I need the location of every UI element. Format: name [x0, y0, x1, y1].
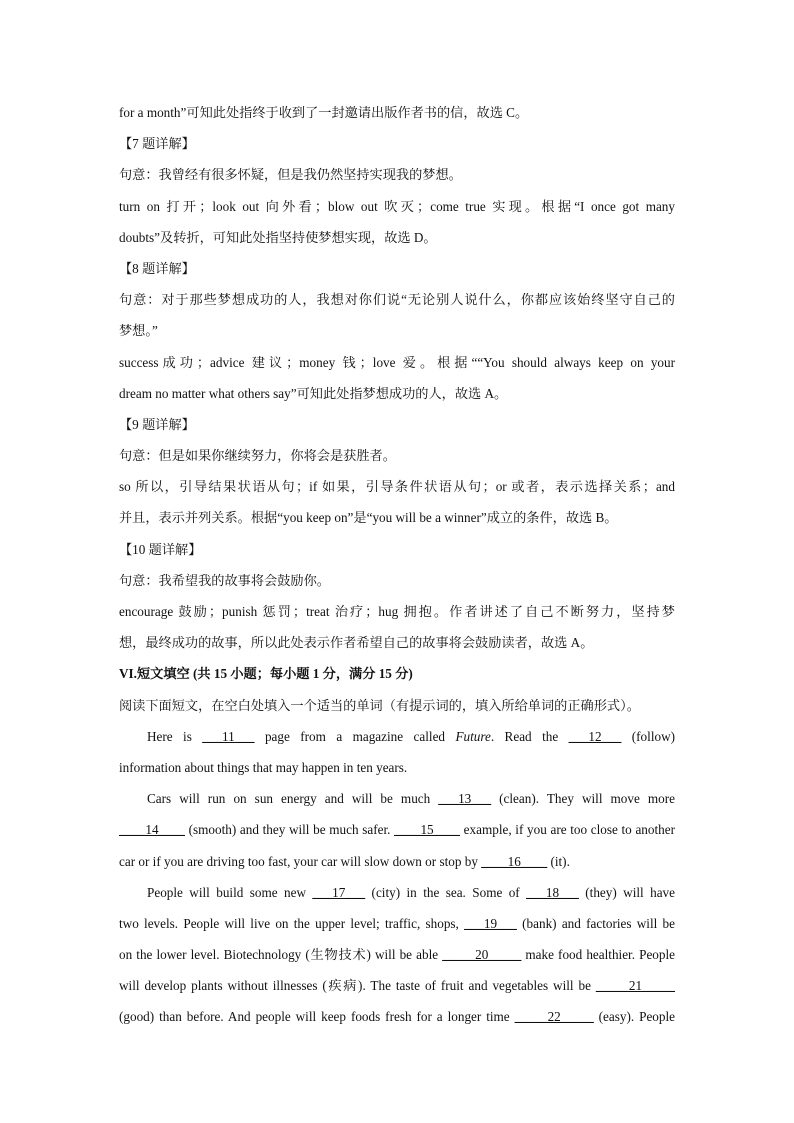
passage-text: on the lower level. Biotechnology (生物技术) will be able	[119, 947, 443, 963]
passage-line	[119, 721, 675, 752]
passage-text: (follow)	[621, 728, 675, 744]
passage-text: (bank) and factories will be	[516, 915, 675, 931]
passage-text: (easy). People	[593, 1009, 675, 1025]
text-line: 句意：我希望我的故事将会鼓励你。	[119, 572, 330, 588]
text-line: for a month”可知此处指终于收到了一封邀请出版作者书的信，故选 C。	[119, 105, 529, 120]
passage-text: (it).	[547, 853, 570, 869]
instructions: 阅读下面短文，在空白处填入一个适当的单词（有提示词的，填入所给单词的正确形式）。	[119, 697, 640, 713]
passage-text: People will build some new	[147, 884, 313, 900]
text-line: 句意：我曾经有很多怀疑，但是我仍然坚持实现我的梦想。	[119, 167, 462, 183]
passage-text: Here is	[147, 728, 203, 744]
text-line: encourage 鼓励；punish 惩罚；treat 治疗；hug 拥抱。作者讲述了自己不断努力，坚持梦	[119, 604, 675, 619]
passage-line	[119, 814, 675, 845]
blank-11: ___11___	[202, 728, 255, 744]
passage-line	[119, 877, 675, 908]
text-line: success成功；advice 建议；money 钱；love 爱。根据““You should always keep on your	[119, 354, 675, 370]
passage-text: two levels. People will live on the upper level; traffic, shops,	[119, 915, 465, 931]
section-heading-q7: 【7 题详解】	[119, 136, 195, 152]
passage-text: (good) than before. And people will keep foods fresh for a longer time	[119, 1009, 515, 1025]
document-page	[119, 97, 675, 1033]
passage-line	[119, 970, 675, 1001]
blank-21: _____21_____	[595, 978, 675, 994]
blank-16: ____16____	[481, 853, 548, 869]
passage-text: example, if you are too close to another	[460, 822, 675, 838]
passage-text: (clean). They will move more	[491, 791, 675, 807]
blank-19: ___19___	[464, 915, 517, 931]
section-heading-q9: 【9 题详解】	[119, 416, 195, 432]
blank-22: _____22_____	[514, 1009, 594, 1025]
section-heading-q8: 【8 题详解】	[119, 260, 195, 276]
passage-line	[119, 846, 675, 877]
passage-line	[119, 1001, 675, 1032]
text-line: turn on 打开；look out 向外看；blow out 吹灭；come true 实现。根据“I once got many	[119, 198, 675, 214]
passage-line	[119, 939, 675, 970]
blank-14: ____14____	[119, 822, 185, 838]
passage-line	[119, 783, 675, 814]
passage-text: (they) will have	[578, 884, 675, 900]
text-line: 句意：对于那些梦想成功的人，我想对你们说“无论别人说什么，你都应该始终坚守自己的	[119, 292, 675, 308]
blank-15: ____15____	[394, 822, 461, 838]
text-line: dream no matter what others say”可知此处指梦想成功的人，故选 A。	[119, 385, 508, 401]
text-line: so 所以，引导结果状语从句；if 如果，引导条件状语从句；or 或者，表示选择关系；and	[119, 479, 675, 495]
blank-20: _____20_____	[442, 947, 522, 963]
passage-line	[119, 908, 675, 939]
passage-text: make food healthier. People	[521, 947, 675, 963]
passage-text: will develop plants without illnesses (疾病). The taste of fruit and vegetables will be	[119, 978, 596, 994]
blank-17: ___17___	[312, 884, 366, 900]
passage-line: information about things that may happen in ten years.	[119, 759, 408, 775]
passage-text: page from a magazine called	[254, 728, 456, 744]
text-line: 梦想。”	[119, 323, 158, 339]
blank-18: ___18___	[526, 884, 579, 900]
passage-text: (smooth) and they will be much safer.	[184, 822, 395, 838]
blank-13: ___13___	[438, 791, 492, 807]
passage-text: (city) in the sea. Some of	[365, 884, 527, 900]
section-title-vi: VI.短文填空 (共 15 小题；每小题 1 分，满分 15 分)	[119, 666, 413, 682]
passage-text: Cars will run on sun energy and will be much	[147, 791, 439, 807]
passage-text: . Read the	[490, 728, 569, 744]
text-line: 想，最终成功的故事，所以此处表示作者希望自己的故事将会鼓励读者，故选 A。	[119, 635, 594, 651]
magazine-title: Future	[455, 728, 491, 744]
text-line: 并且，表示并列关系。根据“you keep on”是“you will be a winner”成立的条件，故选 B。	[119, 510, 618, 526]
passage-text: car or if you are driving too fast, your car will slow down or stop by	[119, 853, 482, 869]
section-heading-q10: 【10 题详解】	[119, 541, 202, 557]
text-line: 句意：但是如果你继续努力，你将会是获胜者。	[119, 448, 396, 464]
text-line: doubts”及转折，可知此处指坚持使梦想实现，故选 D。	[119, 229, 437, 245]
blank-12: ___12___	[568, 728, 622, 744]
